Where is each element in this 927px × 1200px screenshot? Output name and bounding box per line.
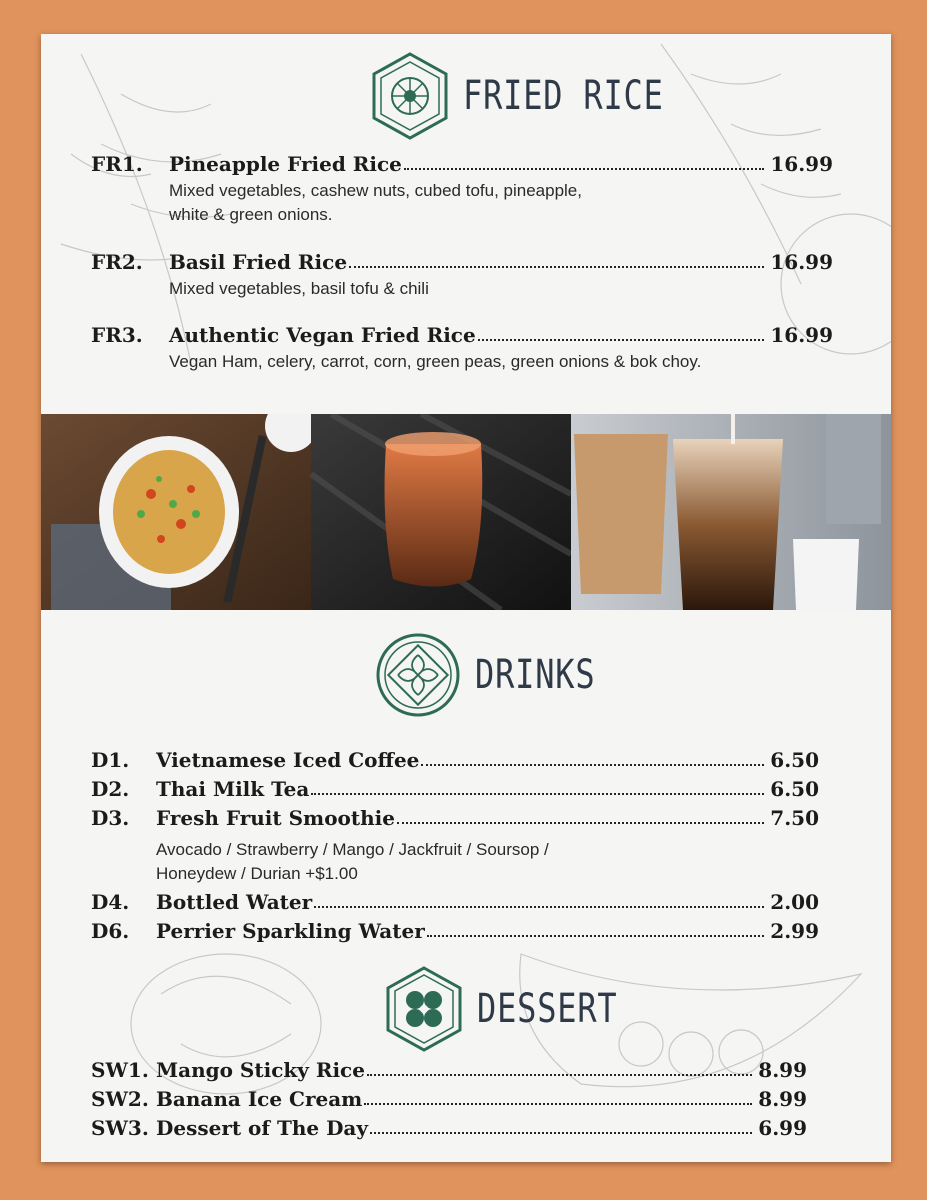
menu-item-d6 <box>91 919 819 943</box>
item-price: 8.99 <box>758 1058 807 1082</box>
item-price: 16.99 <box>770 250 833 274</box>
dot-leader <box>427 934 765 937</box>
menu-item-fr1 <box>91 152 833 176</box>
item-code: D3. <box>91 806 130 830</box>
description-line: white & green onions. <box>169 205 333 224</box>
item-name: Thai Milk Tea <box>156 777 310 801</box>
item-name: Mango Sticky Rice <box>156 1058 365 1082</box>
drinks-title: DRINKS <box>475 652 596 698</box>
menu-item-d1 <box>91 748 819 772</box>
drinks-heading <box>375 632 626 718</box>
menu-item-sw2 <box>91 1087 807 1111</box>
item-code: D4. <box>91 890 130 914</box>
dot-leader <box>370 1131 752 1134</box>
item-name: Perrier Sparkling Water <box>156 919 425 943</box>
item-description <box>169 179 582 227</box>
item-code: FR3. <box>91 323 143 347</box>
item-price: 16.99 <box>770 152 833 176</box>
item-name: Dessert of The Day <box>156 1116 368 1140</box>
fried-rice-heading <box>371 52 714 140</box>
hex-emblem-icon <box>371 52 449 140</box>
menu-item-sw1 <box>91 1058 807 1082</box>
dessert-heading <box>385 966 653 1052</box>
item-code: FR1. <box>91 152 143 176</box>
item-name: Bottled Water <box>156 890 313 914</box>
item-code: SW2. <box>91 1087 149 1111</box>
dot-leader <box>367 1073 752 1076</box>
item-price: 7.50 <box>770 806 819 830</box>
item-name: Basil Fried Rice <box>169 250 348 274</box>
dot-leader <box>364 1102 752 1105</box>
description-line: Avocado / Strawberry / Mango / Jackfruit / Soursop / <box>156 840 549 859</box>
item-name: Authentic Vegan Fried Rice <box>169 323 476 347</box>
fried-rice-photo <box>41 414 317 610</box>
item-code: D1. <box>91 748 130 772</box>
fried-rice-title: FRIED RICE <box>463 73 664 119</box>
dot-leader <box>478 338 765 341</box>
dot-leader <box>421 763 764 766</box>
food-photo-strip <box>41 414 891 610</box>
item-price: 6.50 <box>770 777 819 801</box>
item-code: D6. <box>91 919 130 943</box>
item-code: FR2. <box>91 250 143 274</box>
description-line: Honeydew / Durian +$1.00 <box>156 864 358 883</box>
dot-leader <box>314 905 764 908</box>
dot-leader <box>404 167 764 170</box>
menu-item-sw3 <box>91 1116 807 1140</box>
item-price: 8.99 <box>758 1087 807 1111</box>
dot-leader <box>349 265 764 268</box>
menu-item-d4 <box>91 890 819 914</box>
iced-coffee-photo <box>571 414 891 610</box>
item-price: 2.00 <box>770 890 819 914</box>
description-line: Mixed vegetables, cashew nuts, cubed tofu, pineapple, <box>169 181 582 200</box>
menu-item-d2 <box>91 777 819 801</box>
item-code: D2. <box>91 777 130 801</box>
item-code: SW3. <box>91 1116 149 1140</box>
item-description: Vegan Ham, celery, carrot, corn, green peas, green onions & bok choy. <box>169 352 702 371</box>
dot-leader <box>397 821 764 824</box>
menu-item-fr3 <box>91 323 833 347</box>
item-description: Mixed vegetables, basil tofu & chili <box>169 279 429 298</box>
item-price: 16.99 <box>770 323 833 347</box>
item-description <box>156 838 549 886</box>
menu-item-fr2 <box>91 250 833 274</box>
round-emblem-icon <box>375 632 461 718</box>
item-name: Fresh Fruit Smoothie <box>156 806 395 830</box>
item-name: Vietnamese Iced Coffee <box>156 748 420 772</box>
menu-item-d3 <box>91 806 819 830</box>
dessert-title: DESSERT <box>477 986 618 1032</box>
item-code: SW1. <box>91 1058 149 1082</box>
menu-page <box>41 34 891 1162</box>
item-price: 6.50 <box>770 748 819 772</box>
item-name: Pineapple Fried Rice <box>169 152 402 176</box>
thai-tea-photo <box>311 414 571 610</box>
item-price: 2.99 <box>770 919 819 943</box>
hex-flower-emblem-icon <box>385 966 463 1052</box>
dot-leader <box>311 792 764 795</box>
item-price: 6.99 <box>758 1116 807 1140</box>
item-name: Banana Ice Cream <box>156 1087 363 1111</box>
